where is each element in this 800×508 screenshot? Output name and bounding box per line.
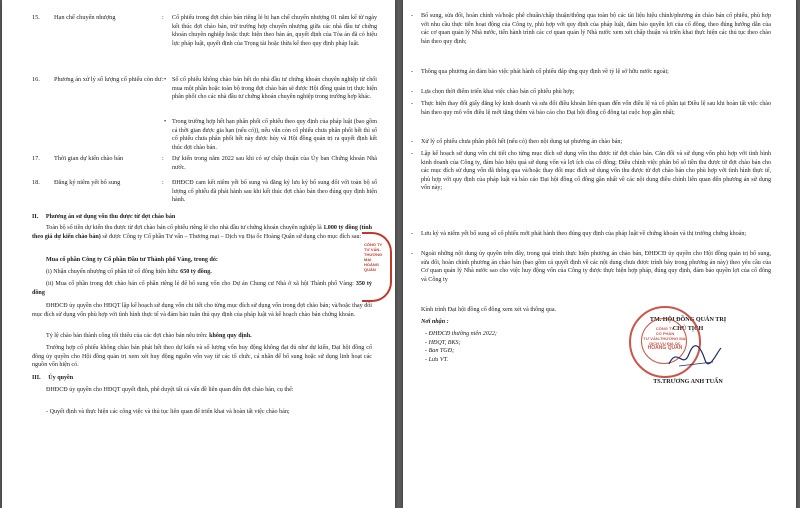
item-colon: : [162, 14, 164, 21]
signature-role: CHỦ TỊCH [672, 326, 704, 332]
paragraph-min-ratio: Tỷ lệ chào bán thành công tối thiểu của các đợt chào bán nêu trên: không quy định. [46, 333, 252, 339]
recipient-item: - Lưu VT. [425, 356, 449, 363]
recipient-item: - HĐQT, BKS; [425, 339, 461, 346]
item-colon: : [162, 155, 164, 162]
item-number: 15. [32, 14, 40, 21]
paragraph-authorization-plan: ĐHĐCĐ ủy quyền cho HĐQT lập kế hoạch sử dụng vốn chi tiết cho từng mục đích sử dụng vốn trong đợt chào bán; và/hoặc thay đổi mục đích sử dụng vốn phù hợp với tình hình thực tế và đảm bảo tuân thủ quy định của pháp luật và kế hoạch chào bán chứng khoán. [32, 303, 372, 318]
signature-org: TM. HỘI ĐỒNG QUẢN TRỊ [649, 317, 727, 323]
item-text: Cổ phiếu trong đợt chào bán riêng lẻ bị hạn chế chuyển nhượng 01 năm kể từ ngày kết thúc đợt chào bán, trừ trường hợp chuyển nhượng giữa các nhà đầu tư chứng khoán chuyên nghiệp hoặc thực hiện theo bản án, quyết định của Tòa án đã có hiệu lực pháp luật, quyết định của Trọng tài hoặc thừa kế theo quy định pháp luật. [172, 15, 377, 47]
bullet-2: - Thông qua phương án đảm bảo việc phát hành cổ phiếu đáp ứng quy định về tỷ lệ sở hữu nước ngoài; [411, 69, 669, 75]
signature-scribble [665, 342, 725, 372]
paragraph-authorize-hdqt: ĐHĐCĐ ủy quyền cho HĐQT quyết định, phê duyệt tất cả vấn đề liên quan đến đợt chào bán, cụ thể: [46, 387, 294, 393]
paragraph-decide: - Quyết định và thực hiện các công việc và thủ tục liên quan để triển khai và hoàn tất việc chào bán; [46, 409, 290, 415]
closing-text: Kính trình Đại hội đồng cổ đông xem xét và thông qua. [421, 307, 557, 313]
item-colon: : [162, 179, 164, 186]
item-number: 18. [32, 179, 40, 186]
item-label: Phương án xử lý số lượng cổ phiếu còn dư [54, 76, 162, 83]
recipient-item: - ĐHĐCĐ thường niên 2022; [425, 331, 497, 337]
item-colon: : [162, 76, 164, 83]
item-number: 16. [32, 76, 40, 83]
bullet-6: - Lập kế hoạch sử dụng vốn chi tiết cho từng mục đích sử dụng vốn thu được từ đợt chào bán. Căn đối và sử dụng vốn phù hợp với tình hình kinh doanh của Công ty, đảm bảo hiệu quả sử dụng vốn và lợi ích của cổ đông; Điều chỉnh việc phân bổ số tiền thu được từ đợt chào bán cho các mục đích sử dụng vốn đã thông qua và/hoặc thay đổi mục đích sử dụng vốn thu được từ đợt chào bán cho phù hợp với tình hình thực tế, phù hợp với quy định của pháp luật và báo cáo Đại hội đồng cổ đông gần nhất về các nội dung điều chỉnh liên quan đến phương án sử dụng vốn này; [411, 151, 771, 192]
paragraph-funding: Toàn bộ số tiền dự kiến thu được từ đợt chào bán cổ phiếu riêng lẻ cho nhà đầu tư chứng khoán chuyên nghiệp là 1.000 tỷ đồng (tính theo giá dự kiến chào bán) sẽ được Công ty Cổ phần Tư vấn – Thương mại – Dịch vụ Địa ốc Hoàng Quân sử dụng cho mục đích sau: [32, 225, 372, 240]
bullet-4: - Thực hiện thay đổi giấy đăng ký kinh doanh và sửa đổi điều khoản liên quan đến vốn điều lệ và cổ phần tại Điều lệ sau khi hoàn tất việc chào bán theo quy mô vốn điều lệ mới tăng thêm và báo cáo cho Đại hội đồng cổ đông tại cuộc họp gần nhất; [411, 101, 771, 116]
recipients-title: Nơi nhận : [421, 319, 449, 325]
recipients-list [425, 330, 555, 364]
signatory-name: TS.TRƯƠNG ANH TUẤN [653, 379, 723, 385]
item-text: ĐHĐCĐ cam kết niêm yết bổ sung và đăng ký lưu ký bổ sung đối với toàn bộ số lượng cổ phiếu đã phát hành sau khi kết thúc đợt chào bán theo đúng quy định hiện hành. [172, 180, 377, 204]
edge-seal [362, 232, 392, 302]
section-2-heading: II. Phương án sử dụng vốn thu được từ đợt chào bán [32, 214, 176, 220]
paragraph-purchase: Mua cổ phần Công ty Cổ phần Đầu tư Thành phố Vàng, trong đó: [46, 257, 218, 263]
left-page [2, 0, 395, 508]
item-text: Dự kiến trong năm 2022 sau khi có sự chấp thuận của Ủy ban Chứng khoán Nhà nước. [172, 156, 377, 171]
item-label: Thời gian dự kiến chào bán [54, 155, 124, 162]
paragraph-shortfall: Trường hợp cổ phiếu không chào bán phát hết theo dự kiến và số lượng vốn huy động không đạt đủ như dự kiến, Đại hội đồng cổ đông ủy quyền cho Hội đồng quản trị xem xét huy động nguồn vốn vay từ các tổ chức, cá nhân để bổ sung hoặc sử dụng linh hoạt các nguồn vốn hiện có. [32, 345, 372, 369]
bullet-7: - Lưu ký và niêm yết bổ sung số cổ phiếu mới phát hành theo đúng quy định của pháp luật về chứng khoán và thị trường chứng khoán; [411, 231, 747, 237]
section-3-heading: III. Ủy quyền [32, 375, 74, 381]
item-label: Hạn chế chuyển nhượng [54, 14, 116, 21]
bullet-8: - Ngoài những nội dung ủy quyền trên đây, trong quá trình thực hiện phương án chào bán, ĐHĐCĐ ủy quyền cho Hội đồng quản trị bổ sung, sửa đổi, hoàn chỉnh phương án chào bán (bao gồm cả quyết định về các nội dung chưa được trình bày trong phương án này) theo yêu cầu của Cơ quan quản lý Nhà nước sao cho việc huy động vốn của Công ty được thực hiện hợp pháp, đúng quy định, đảm bảo quyền lợi của cổ đông và Công ty [411, 251, 771, 283]
company-seal-text: CÔNG TY CỔ PHẦN TƯ VẤN-THƯƠNG MẠI DỊCH VỤ ĐỊA ỐC HOÀNG QUÂN [643, 326, 687, 351]
item-number: 17. [32, 155, 40, 162]
right-page [403, 0, 796, 508]
recipient-item: - Ban TGĐ; [425, 348, 455, 355]
bullet-5: - Xử lý cổ phiếu chưa phân phối hết (nếu có) theo nội dung tại phương án chào bán; [411, 139, 623, 145]
item-bullet: • Số cổ phiếu không chào bán hết do nhà đầu tư chứng khoán chuyên nghiệp từ chối mua một phần hoặc toàn bộ trong đợt chào bán sẽ được Hội đồng quản trị thực hiện phân phối cho các nhà đầu tư chứng khoán chuyên nghiệp trong trường hợp khác. [164, 77, 377, 101]
bullet-3: - Lựa chọn thời điểm triển khai việc chào bán cổ phiếu phù hợp; [411, 89, 575, 95]
paragraph-item-i: (i) Nhận chuyển nhượng cổ phần từ cổ đông hiện hữu: 650 tỷ đồng. [46, 269, 212, 275]
item-label: Đăng ký niêm yết bổ sung [54, 179, 121, 186]
paragraph-item-ii: (ii) Mua cổ phần trong đợt chào bán cổ phần riêng lẻ để bổ sung vốn cho Dự án Chung cư Nhà ở xã hội Thành phố Vàng: 350 tỷ đồng [32, 281, 372, 296]
item-bullet: • Trong trường hợp hết hạn phân phối cổ phiếu theo quy định của pháp luật (bao gồm cả thời gian được gia hạn (nếu có)), nếu vẫn còn cổ phiếu chưa phân phối hết thì số cổ phiếu chưa phân phối hết này được hủy và Hội đồng quản trị ra quyết định kết thúc đợt chào bán. [164, 119, 377, 151]
bullet-1: - Bổ sung, sửa đổi, hoàn chỉnh và/hoặc phê chuẩn/chấp thuận/thông qua toàn bộ các tài liệu hiệu chỉnh/phương án chào bán cổ phiếu, phù hợp với nhu cầu thực tiễn hoạt động của Công ty, phù hợp với quy định của pháp luật, đảm bảo quyền lợi của cổ đông, theo đúng hướng dẫn của các cơ quan quản lý Nhà nước, tiến hành trình các cơ quan quản lý Nhà nước xem xét chấp thuận và triển khai thực hiện các thủ tục theo chào bán theo quy định; [411, 13, 771, 45]
edge-seal-text: CÔNG TY TƯ VẤN-THƯƠNG MẠI HOÀNG QUÂN [364, 242, 383, 272]
